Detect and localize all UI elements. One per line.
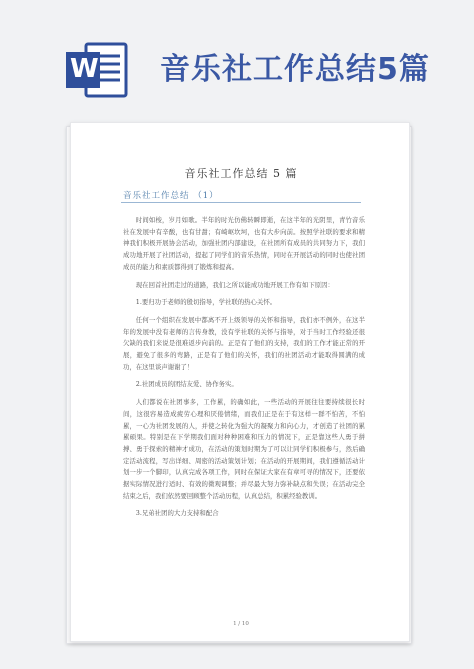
paragraph: 时间如梭，岁月如歌。半年的时光仿佛转瞬即逝，在这半年的光阴里，青竹音乐社在发展中有辛酸，也有甘甜；有崎岖坎坷，也有大步向前。按照学社联的要求和精神我们积极开展协会活动，加强社团内部建设，在社团所有成员的共同努力下，我们成功地开展了社团活动，提起了同学们的音乐热情，同时在开展活动的同时也使社团成员的能力和素质都得到了锻炼和提高。 — [123, 216, 365, 271]
paragraph: 3.兄弟社团的大力支持和配合 — [135, 509, 219, 518]
paragraph: 1.要归功于老师的殷切指导，学社联的热心关怀。 — [135, 298, 277, 307]
banner-title: 音乐社工作总结5篇 — [160, 52, 430, 87]
section-heading: 音乐社工作总结 （1） — [123, 191, 219, 201]
paragraph: 任何一个组织在发展中都离不开上级领导的关怀和指导，我们亦不例外，在这半年的发展中没有老师的言传身教，没有学社联的关怀与指导，对于当时工作经验还很欠缺的我们来说是很难返步向前的。正是有了他们的支持，我们的工作才能正常的开展，避免了很多的弯路，正是有了他们的关怀，我们的社团活动才能取得圆满的成功，在这里谈声谢谢了！ — [123, 315, 365, 371]
document-body — [123, 215, 365, 526]
paragraph: 2.社团成员的团结友爱、协作务实。 — [135, 380, 238, 389]
document-page — [70, 122, 410, 642]
paragraph: 现在回首社团走过的道路，我们之所以能成功地开展工作有如下原因： — [135, 280, 334, 289]
word-document-icon — [64, 40, 130, 100]
document-title: 音乐社工作总结 5 篇 — [184, 167, 298, 180]
word-icon-letter: W — [70, 54, 99, 84]
section-divider — [121, 202, 361, 203]
paragraph: 人们都说在社团事多，工作累，的确如此，一些活动的开展往往要持续很长时间，这很容易造成疲劳心理和厌倦情绪，而我们正是在于有这样一群不怕苦，不怕累，一心为社团发展的人，并使之转化为强大的凝聚力和向心力，才创造了社团的累累硕果。特别是在下学期我们面对种种困难和压力的情况下，正是靠这些人勇于拼搏、勇于探索的精神才成功，在活动的策划时期为了可以让同学们积极参与，然后确定活动流程，写出详细、周密的活动策划计划；在活动的开展期间，我们遵循活动计划一步一个脚印，认真完成各项工作，同时在保证大家在有章可寻的情况下，还要依据实际情况进行适时、有效的微观调整；并尽最大努力弥补缺点和失误；在活动完全结束之后，我们依然要回顾整个活动历程，认真总结，积累经验教训。 — [123, 398, 365, 500]
banner-header — [0, 0, 474, 118]
page-number: 1 / 10 — [233, 621, 249, 627]
